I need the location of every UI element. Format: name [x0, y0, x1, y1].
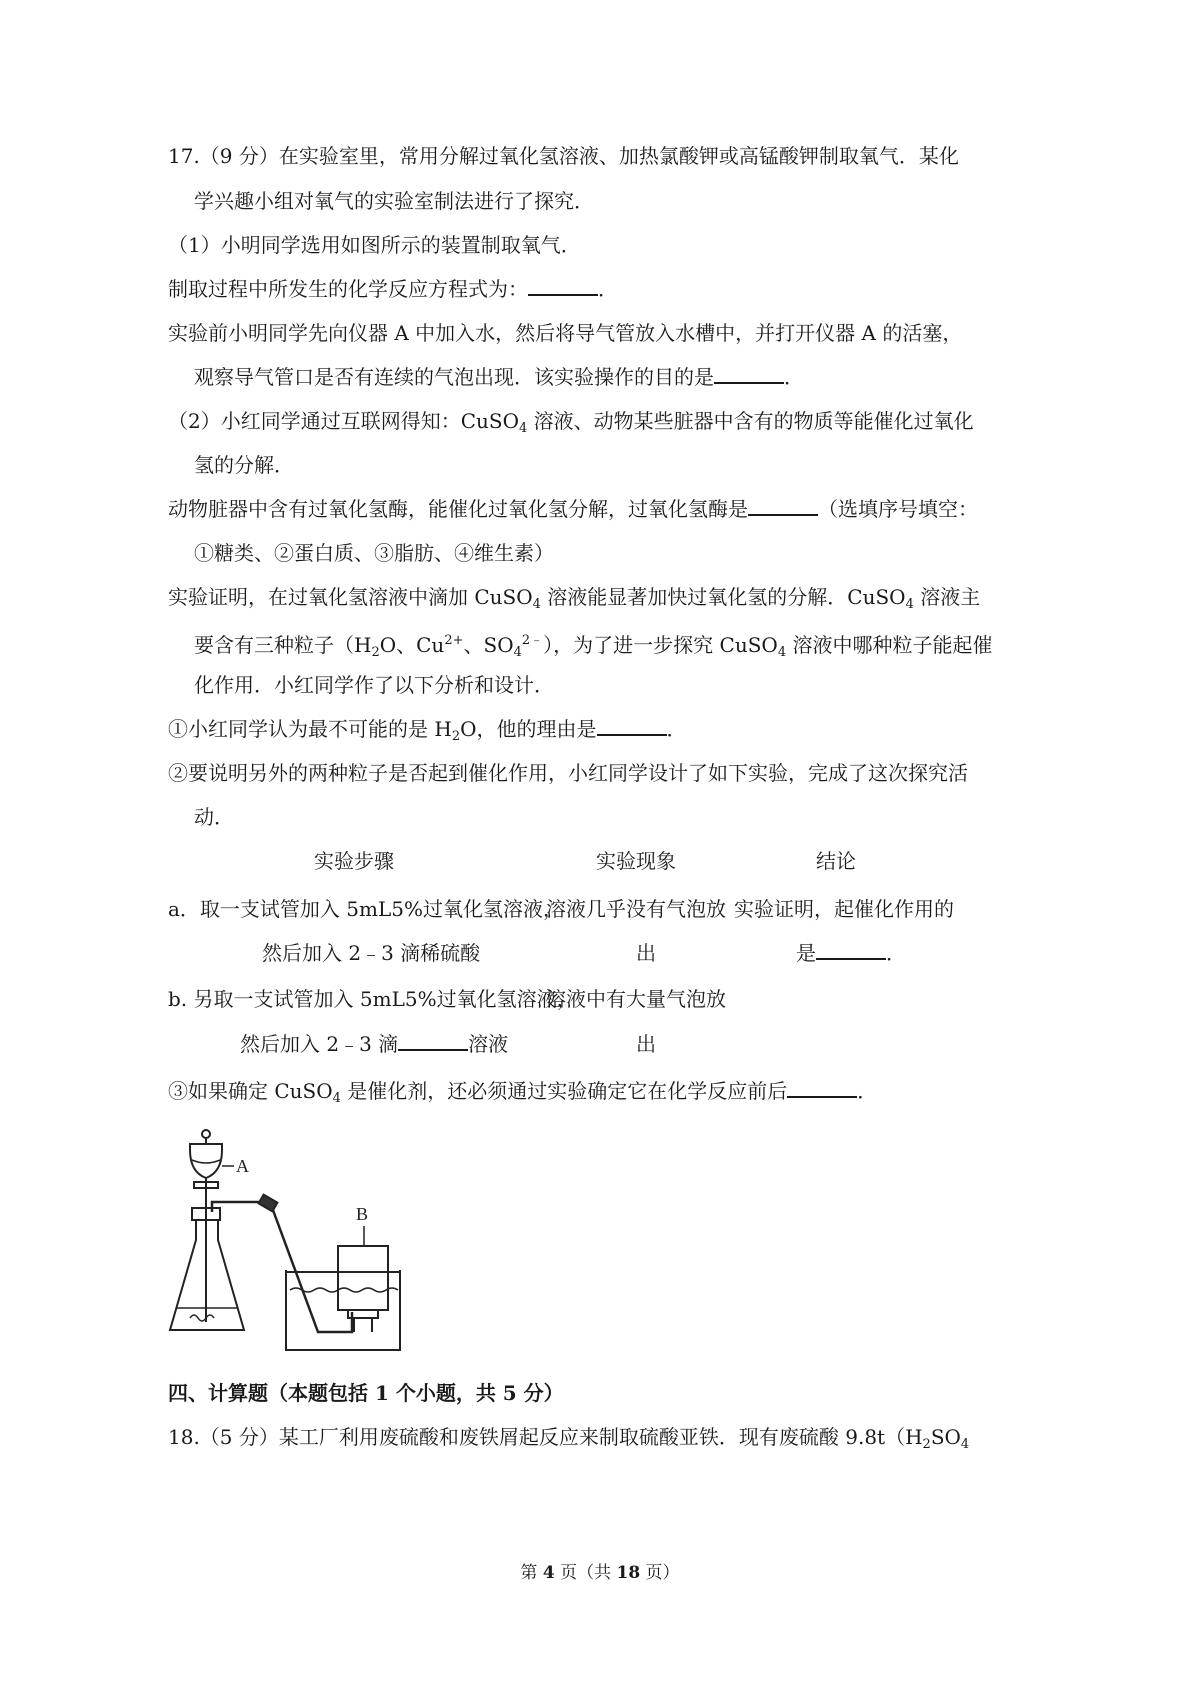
row-a-phenomenon-line1: 溶液几乎没有气泡放: [546, 897, 726, 921]
q17-equation-prompt: 制取过程中所发生的化学反应方程式为： ．: [168, 277, 618, 301]
row-a-conclusion-line1: 实验证明，起催化作用的: [734, 897, 954, 921]
section-heading: 四、计算题（本题包括 1 个小题，共 5 分）: [168, 1381, 564, 1405]
label-a: A: [236, 1156, 249, 1176]
q17-catalyst-line: ③如果确定 CuSO$_4$ 是催化剂，还必须通过实验确定它在化学反应前后 ．: [168, 1079, 878, 1106]
q18-line1: 18.（5 分）某工厂利用废硫酸和废铁屑起反应来制取硫酸亚铁．现有废硫酸 $9.8t(H_2SO_4$: [168, 1425, 970, 1452]
answer-blank[interactable]: [597, 716, 667, 736]
q17-title-line2: 学兴趣小组对氧气的实验室制法进行了探究．: [194, 189, 594, 213]
answer-blank[interactable]: [748, 496, 818, 516]
funnel-stopper: [202, 1130, 210, 1138]
rubber-tube: [259, 1195, 278, 1212]
row-a-conclusion-line2: 是 ．: [796, 941, 906, 965]
q17-reason-line: ①小红同学认为最不可能的是 $H_2O$，他的理由是 ．: [168, 717, 687, 744]
q17-enzyme-line1: 动物脏器中含有过氧化氢酶，能催化过氧化氢分解，过氧化氢酶是 （选填序号填空：: [168, 497, 978, 521]
q17-cuso4-line2: 要含有三种粒子（$H_2O$、$Cu^{2+}$、$SO_4^{2﹣}$），为了进一步探究 CuSO$_4$ 溶液中哪种粒子能起催: [194, 633, 993, 660]
q17-part2-line2: 氢的分解．: [194, 453, 294, 477]
answer-blank[interactable]: [714, 364, 784, 384]
row-b-phenomenon-line1: 溶液中有大量气泡放: [546, 987, 726, 1011]
row-a-phenomenon-line2: 出: [636, 941, 656, 965]
answer-blank[interactable]: [528, 276, 598, 296]
row-b-step-line1: b. 另取一支试管加入 5mL5%过氧化氢溶液，: [168, 987, 577, 1011]
q17-enzyme-options: ①糖类、②蛋白质、③脂肪、④维生素）: [194, 541, 554, 565]
answer-blank[interactable]: [787, 1078, 857, 1098]
q17-cuso4-line1: 实验证明，在过氧化氢溶液中滴加 CuSO$_4$ 溶液能显著加快过氧化氢的分解．CuSO$_4$ 溶液主: [168, 585, 981, 612]
table-header-steps: 实验步骤: [314, 849, 394, 873]
page-total: 18: [616, 1563, 641, 1583]
answer-blank[interactable]: [816, 940, 886, 960]
q17-operation-line1: 实验前小明同学先向仪器 A 中加入水，然后将导气管放入水槽中，并打开仪器 A 的活塞，: [168, 321, 963, 345]
q17-title-line1: 17.（9 分）在实验室里，常用分解过氧化氢溶液、加热氯酸钾或高锰酸钾制取氧气．某化: [168, 144, 959, 168]
page-number: 4: [542, 1563, 555, 1583]
answer-blank[interactable]: [398, 1031, 468, 1051]
q17-design-line1: ②要说明另外的两种粒子是否起到催化作用，小红同学设计了如下实验，完成了这次探究活: [168, 761, 968, 785]
page-footer: 第 4 页（共 18 页）: [520, 1563, 680, 1583]
q17-design-line2: 动．: [194, 805, 234, 829]
row-a-step-line2: 然后加入 2﹣3 滴稀硫酸: [262, 941, 481, 965]
table-header-conclusion: 结论: [816, 849, 856, 873]
row-b-step-line2: 然后加入 2﹣3 滴 溶液: [240, 1032, 509, 1056]
q17-part1-heading: （1）小明同学选用如图所示的装置制取氧气．: [168, 233, 581, 257]
apparatus-diagram: [168, 1122, 418, 1354]
collecting-cylinder: [338, 1246, 388, 1310]
q17-cuso4-line3: 化作用．小红同学作了以下分析和设计．: [194, 673, 554, 697]
table-header-phenomenon: 实验现象: [596, 849, 676, 873]
row-b-phenomenon-line2: 出: [636, 1032, 656, 1056]
delivery-tube: [212, 1202, 352, 1332]
label-b: B: [356, 1204, 369, 1224]
q17-part2-line1: （2）小红同学通过互联网得知：CuSO$_4$ 溶液、动物某些脏器中含有的物质等能催化过氧化: [168, 409, 974, 436]
q17-operation-line2: 观察导气管口是否有连续的气泡出现．该实验操作的目的是 ．: [194, 365, 804, 389]
row-a-step-line1: a．取一支试管加入 5mL5%过氧化氢溶液，: [168, 897, 563, 921]
